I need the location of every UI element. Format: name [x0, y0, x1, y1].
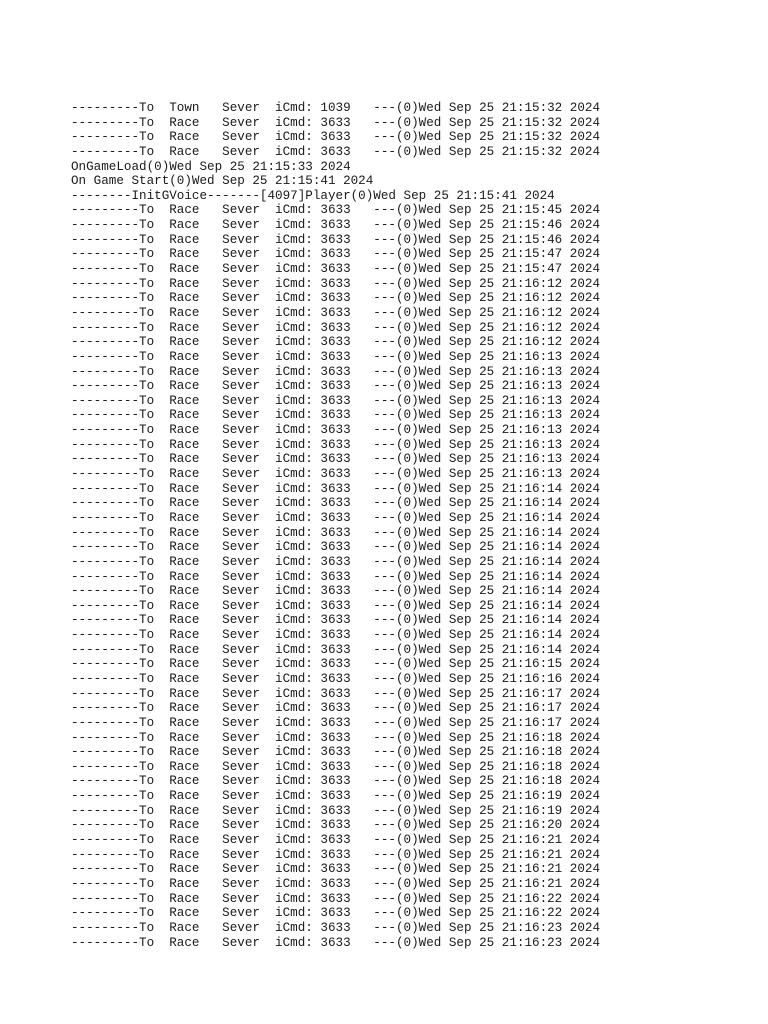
- log-line: ---------To Race Sever iCmd: 3633 ---(0)Wed Sep 25 21:16:14 2024: [71, 540, 601, 555]
- log-line: ---------To Race Sever iCmd: 3633 ---(0)Wed Sep 25 21:16:18 2024: [71, 730, 601, 745]
- log-line: ---------To Race Sever iCmd: 3633 ---(0)Wed Sep 25 21:15:45 2024: [71, 203, 601, 218]
- log-line: ---------To Race Sever iCmd: 3633 ---(0)Wed Sep 25 21:16:23 2024: [71, 920, 601, 935]
- log-line: ---------To Race Sever iCmd: 3633 ---(0)Wed Sep 25 21:16:17 2024: [71, 701, 601, 716]
- log-line: ---------To Race Sever iCmd: 3633 ---(0)Wed Sep 25 21:16:12 2024: [71, 276, 601, 291]
- log-line: ---------To Race Sever iCmd: 3633 ---(0)Wed Sep 25 21:16:18 2024: [71, 745, 601, 760]
- log-line: ---------To Town Sever iCmd: 1039 ---(0)Wed Sep 25 21:15:32 2024: [71, 101, 601, 115]
- log-line: ---------To Race Sever iCmd: 3633 ---(0)Wed Sep 25 21:16:22 2024: [71, 906, 601, 921]
- log-line: ---------To Race Sever iCmd: 3633 ---(0)Wed Sep 25 21:16:13 2024: [71, 467, 601, 482]
- log-line: ---------To Race Sever iCmd: 3633 ---(0)Wed Sep 25 21:16:14 2024: [71, 510, 601, 525]
- log-line: ---------To Race Sever iCmd: 3633 ---(0)Wed Sep 25 21:16:12 2024: [71, 320, 601, 335]
- log-line: ---------To Race Sever iCmd: 3633 ---(0)Wed Sep 25 21:16:14 2024: [71, 613, 601, 628]
- log-line: ---------To Race Sever iCmd: 3633 ---(0)Wed Sep 25 21:16:13 2024: [71, 452, 601, 467]
- log-line: ---------To Race Sever iCmd: 3633 ---(0)Wed Sep 25 21:16:12 2024: [71, 335, 601, 350]
- log-line: OnGameLoad(0)Wed Sep 25 21:15:33 2024: [71, 159, 351, 174]
- log-line: ---------To Race Sever iCmd: 3633 ---(0)Wed Sep 25 21:16:13 2024: [71, 364, 601, 379]
- log-line: ---------To Race Sever iCmd: 3633 ---(0)Wed Sep 25 21:16:18 2024: [71, 774, 601, 789]
- log-line: ---------To Race Sever iCmd: 3633 ---(0)Wed Sep 25 21:16:13 2024: [71, 437, 601, 452]
- log-line: ---------To Race Sever iCmd: 3633 ---(0)Wed Sep 25 21:16:13 2024: [71, 408, 601, 423]
- log-line: ---------To Race Sever iCmd: 3633 ---(0)Wed Sep 25 21:16:15 2024: [71, 657, 601, 672]
- log-line: ---------To Race Sever iCmd: 3633 ---(0)Wed Sep 25 21:16:14 2024: [71, 598, 601, 613]
- log-line: ---------To Race Sever iCmd: 3633 ---(0)Wed Sep 25 21:15:32 2024: [71, 115, 601, 130]
- log-line: ---------To Race Sever iCmd: 3633 ---(0)Wed Sep 25 21:16:21 2024: [71, 876, 601, 891]
- log-line: ---------To Race Sever iCmd: 3633 ---(0)Wed Sep 25 21:16:21 2024: [71, 847, 601, 862]
- log-line: --------InitGVoice-------[4097]Player(0)Wed Sep 25 21:15:41 2024: [71, 188, 555, 203]
- log-line: ---------To Race Sever iCmd: 3633 ---(0)Wed Sep 25 21:16:13 2024: [71, 379, 601, 394]
- log-line: ---------To Race Sever iCmd: 3633 ---(0)Wed Sep 25 21:16:19 2024: [71, 789, 601, 804]
- log-line: ---------To Race Sever iCmd: 3633 ---(0)Wed Sep 25 21:16:14 2024: [71, 569, 601, 584]
- log-line: ---------To Race Sever iCmd: 3633 ---(0)Wed Sep 25 21:16:13 2024: [71, 423, 601, 438]
- log-line: ---------To Race Sever iCmd: 3633 ---(0)Wed Sep 25 21:16:17 2024: [71, 686, 601, 701]
- log-line: ---------To Race Sever iCmd: 3633 ---(0)Wed Sep 25 21:16:12 2024: [71, 305, 601, 320]
- log-line: ---------To Race Sever iCmd: 3633 ---(0)Wed Sep 25 21:16:21 2024: [71, 833, 601, 848]
- log-line: ---------To Race Sever iCmd: 3633 ---(0)Wed Sep 25 21:15:47 2024: [71, 262, 601, 277]
- log-line: ---------To Race Sever iCmd: 3633 ---(0)Wed Sep 25 21:15:46 2024: [71, 232, 601, 247]
- log-line: ---------To Race Sever iCmd: 3633 ---(0)Wed Sep 25 21:16:20 2024: [71, 818, 601, 833]
- log-line: ---------To Race Sever iCmd: 3633 ---(0)Wed Sep 25 21:16:14 2024: [71, 642, 601, 657]
- log-line: ---------To Race Sever iCmd: 3633 ---(0)Wed Sep 25 21:16:13 2024: [71, 349, 601, 364]
- log-line: ---------To Race Sever iCmd: 3633 ---(0)Wed Sep 25 21:16:22 2024: [71, 891, 601, 906]
- log-line: ---------To Race Sever iCmd: 3633 ---(0)Wed Sep 25 21:16:17 2024: [71, 715, 601, 730]
- log-line: ---------To Race Sever iCmd: 3633 ---(0)Wed Sep 25 21:15:32 2024: [71, 144, 601, 159]
- log-line: ---------To Race Sever iCmd: 3633 ---(0)Wed Sep 25 21:16:14 2024: [71, 584, 601, 599]
- log-line: ---------To Race Sever iCmd: 3633 ---(0)Wed Sep 25 21:16:16 2024: [71, 671, 601, 686]
- log-line: ---------To Race Sever iCmd: 3633 ---(0)Wed Sep 25 21:15:46 2024: [71, 218, 601, 233]
- log-line: ---------To Race Sever iCmd: 3633 ---(0)Wed Sep 25 21:16:14 2024: [71, 525, 601, 540]
- log-line: ---------To Race Sever iCmd: 3633 ---(0)Wed Sep 25 21:16:19 2024: [71, 803, 601, 818]
- log-line: ---------To Race Sever iCmd: 3633 ---(0)Wed Sep 25 21:15:32 2024: [71, 130, 601, 145]
- log-line: ---------To Race Sever iCmd: 3633 ---(0)Wed Sep 25 21:16:14 2024: [71, 628, 601, 643]
- log-line: ---------To Race Sever iCmd: 3633 ---(0)Wed Sep 25 21:16:21 2024: [71, 862, 601, 877]
- log-line: ---------To Race Sever iCmd: 3633 ---(0)Wed Sep 25 21:16:14 2024: [71, 554, 601, 569]
- log-line: ---------To Race Sever iCmd: 3633 ---(0)Wed Sep 25 21:16:14 2024: [71, 496, 601, 511]
- log-line: ---------To Race Sever iCmd: 3633 ---(0)Wed Sep 25 21:16:23 2024: [71, 935, 601, 950]
- log-line: ---------To Race Sever iCmd: 3633 ---(0)Wed Sep 25 21:16:12 2024: [71, 291, 601, 306]
- log-line: ---------To Race Sever iCmd: 3633 ---(0)Wed Sep 25 21:16:18 2024: [71, 759, 601, 774]
- log-text: [71, 101, 600, 950]
- log-line: ---------To Race Sever iCmd: 3633 ---(0)Wed Sep 25 21:16:14 2024: [71, 481, 601, 496]
- log-line: ---------To Race Sever iCmd: 3633 ---(0)Wed Sep 25 21:15:47 2024: [71, 247, 601, 262]
- log-line: ---------To Race Sever iCmd: 3633 ---(0)Wed Sep 25 21:16:13 2024: [71, 393, 601, 408]
- log-line: On Game Start(0)Wed Sep 25 21:15:41 2024: [71, 174, 374, 189]
